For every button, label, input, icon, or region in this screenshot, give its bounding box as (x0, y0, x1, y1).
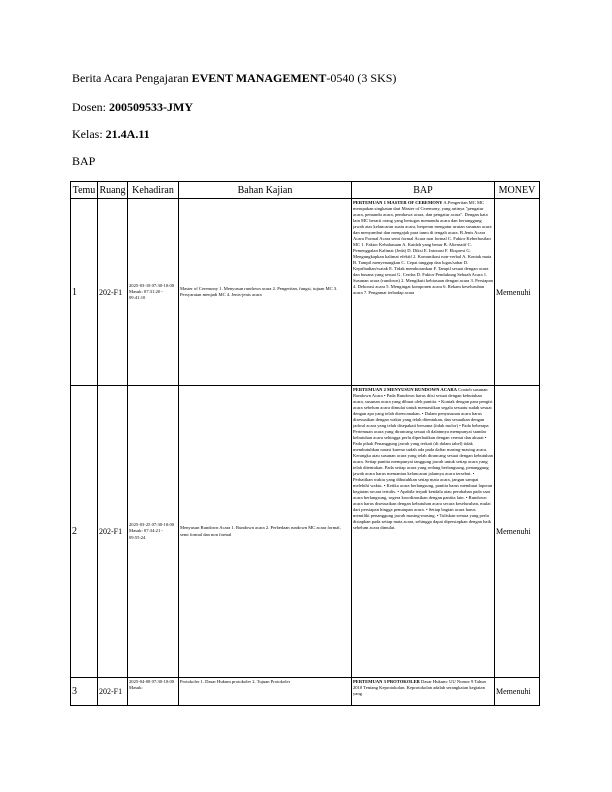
bap-table (70, 181, 540, 706)
column-header-kehadiran: Kehadiran (128, 182, 179, 199)
class-line (72, 127, 150, 142)
cell-kehadiran: 2025-03-25 07:30-10:00 Masuk: 07:34:21 - 09:55:24 (128, 386, 179, 678)
column-header-temu: Temu (71, 182, 98, 199)
bap-body: Contoh susunan Rundown Acara • Pada Rundown harus diisi sesuai dengan kebutuhan acara, susunan acara yang dibuat oleh panitia. • Kontak dengan para pengisi acara sebelum acara dimulai untuk memastikan segala sesuatu sudah sesuai dengan apa yang telah direncanakan. • Dalam penyusunan acara harus disesuaikan dengan waktu yang telah ditentukan, dan sesuaikan dengan jadwal acara yang telah disepakati bersama (tidak molor) • Pada beberapa Pertemuan acara yang dirancang sesuai di dalamnya mempunyai standar kebutuhan acara sehingga perlu diperhatikan dengan cermat dan akurat • Pada pihak Penanggung jawab yang terkait (di dalam tabel) tidak membutuhkan narasi karena sudah ada pada daftar masing-masing acara. Kerangka atau susunan acara yang telah dirancang sesuai dengan kebutuhan acara. Setiap panitia mempunyai tanggung jawab untuk setiap acara yang telah ditentukan. Pada setiap acara yang sedang berlangsung, penanggung jawab acara harus memantau kelancaran jalannya acara tersebut. • Perhatikan waktu yang dibutuhkan setiap mata acara, jangan sampai melebihi waktu. • Ketika acara berlangsung, panitia harus membuat laporan kegiatan secara tertulis. • Apabila terjadi kendala atau perubahan pada saat acara berlangsung, segera koordinasikan dengan panitia lain. • Rundown acara harus disesuaikan dengan kebutuhan acara secara keseluruhan, mulai dari persiapan hingga penutupan acara. • Setiap bagian acara harus memiliki penanggung jawab masing-masing. • Tuliskan semua yang perlu disiapkan pada setiap mata acara, sehingga dapat dipersiapkan dengan baik sebelum acara dimulai. (353, 387, 493, 530)
cell-temu: 2 (71, 386, 98, 678)
cell-ruang: 202-F1 (98, 678, 128, 706)
bap-body: Dasar Hukum: UU Nomor 9 Tahun 2010 Tentang Keprotokolan. Keprotokolan adalah serangkaian kegiatan yang (353, 679, 486, 696)
lecturer-label: Dosen: (72, 100, 106, 114)
cell-bap (352, 678, 495, 706)
class-label: Kelas: (72, 127, 103, 141)
lecturer-line (72, 100, 193, 115)
table-row (71, 199, 540, 386)
column-header-ruang: Ruang (98, 182, 128, 199)
cell-temu: 1 (71, 199, 98, 386)
bap-text-wrap (353, 679, 493, 703)
course-prefix: Berita Acara Pengajaran (72, 71, 189, 85)
table-row (71, 678, 540, 706)
cell-bahan-kajian: Menyusun Rundown Acara 1. Rundown acara 2. Perbedaan rundown MC acara formal, semi formal dan non formal (179, 386, 352, 678)
cell-kehadiran: 2025-03-18 07:30-10:00 Masuk: 07:31:20 - 09:41:10 (128, 199, 179, 386)
table-row (71, 386, 540, 678)
course-name: EVENT MANAGEMENT (191, 71, 327, 85)
cell-kehadiran: 2025-04-08 07:30-10:00 Masuk: (128, 678, 179, 706)
class-value: 21.4A.11 (105, 127, 150, 141)
column-header-bahan-kajian: Bahan Kajian (179, 182, 352, 199)
bap-body: A.Pengertian MC MC merupakan singkatan dari Master of Ceremony, yang artinya "pengatur acara, pemandu acara, pembawa acara, dan pengatur acara". Dengan kata lain MC berarti orang yang bertugas memandu acara dan bertanggung jawab atas kelancaran suatu acara, berperan mengatur urutan susunan acara dan menyambut dan mengajak para tamu di tengah acara. B.Jenis Acara Acara Formal Acara semi formal Acara non formal C. Faktor Keberhasilan MC 1. Faktor Kebahasaan A. Kaidah yang benar B. Alternatif C. Pemenggalan Kalimat (Jeda) D. Diksi E. Intonasi F. Ekspresi G. Mengungkapkan kalimat efektif 2. Komunikasi non-verbal A. Kontak mata B. Tampil menyenangkan C. Cepat tanggap dan lugas/sabar D. Kepribadian/watak E. Tidak membosankan F. Tampil sesuai dengan acara dan busana yang sesuai G. Cerdas D. Faktor Pendukung Sebuah Acara 1. Susunan acara (rundown) 2. Mengikuti kebiasaan dengan acara 3. Persiapan 4. Dekorasi acara 5. Mengingat komponen acara 6. Rekam keseluruhan acara 7. Pengamat terhadap acara (353, 200, 493, 295)
bap-title: PERTEMUAN 2 MENYUSUN RUNDOWN ACARA (353, 387, 457, 392)
course-title (72, 71, 396, 86)
bap-title: PERTEMUAN 1 MASTER OF CEREMONY (353, 200, 443, 205)
table-header-row (71, 182, 540, 199)
cell-temu: 3 (71, 678, 98, 706)
bap-text-wrap (353, 387, 493, 676)
lecturer-value: 200509533-JMY (109, 100, 193, 114)
bap-title: PERTEMUAN 3 PROTOKOLER (353, 679, 420, 684)
cell-bap (352, 199, 495, 386)
cell-monev: Memenuhi (495, 678, 540, 706)
section-title: BAP (72, 154, 96, 168)
column-header-bap: BAP (352, 182, 495, 199)
cell-monev: Memenuhi (495, 386, 540, 678)
column-header-monev: MONEV (495, 182, 540, 199)
cell-ruang: 202-F1 (98, 199, 128, 386)
cell-bap (352, 386, 495, 678)
cell-ruang: 202-F1 (98, 386, 128, 678)
cell-monev: Memenuhi (495, 199, 540, 386)
bap-text-wrap (353, 200, 493, 384)
cell-bahan-kajian: Master of Ceremony 1. Menyusun rundown acara 2. Pengertian, fungsi, tujuan MC 3. Persyaratan menjadi MC 4. Jenis-jenis acara (179, 199, 352, 386)
course-suffix: -0540 (3 SKS) (326, 71, 397, 85)
cell-bahan-kajian: Protokoler 1. Dasar Hukum protokoler 2. Tujuan Protokoler (179, 678, 352, 706)
